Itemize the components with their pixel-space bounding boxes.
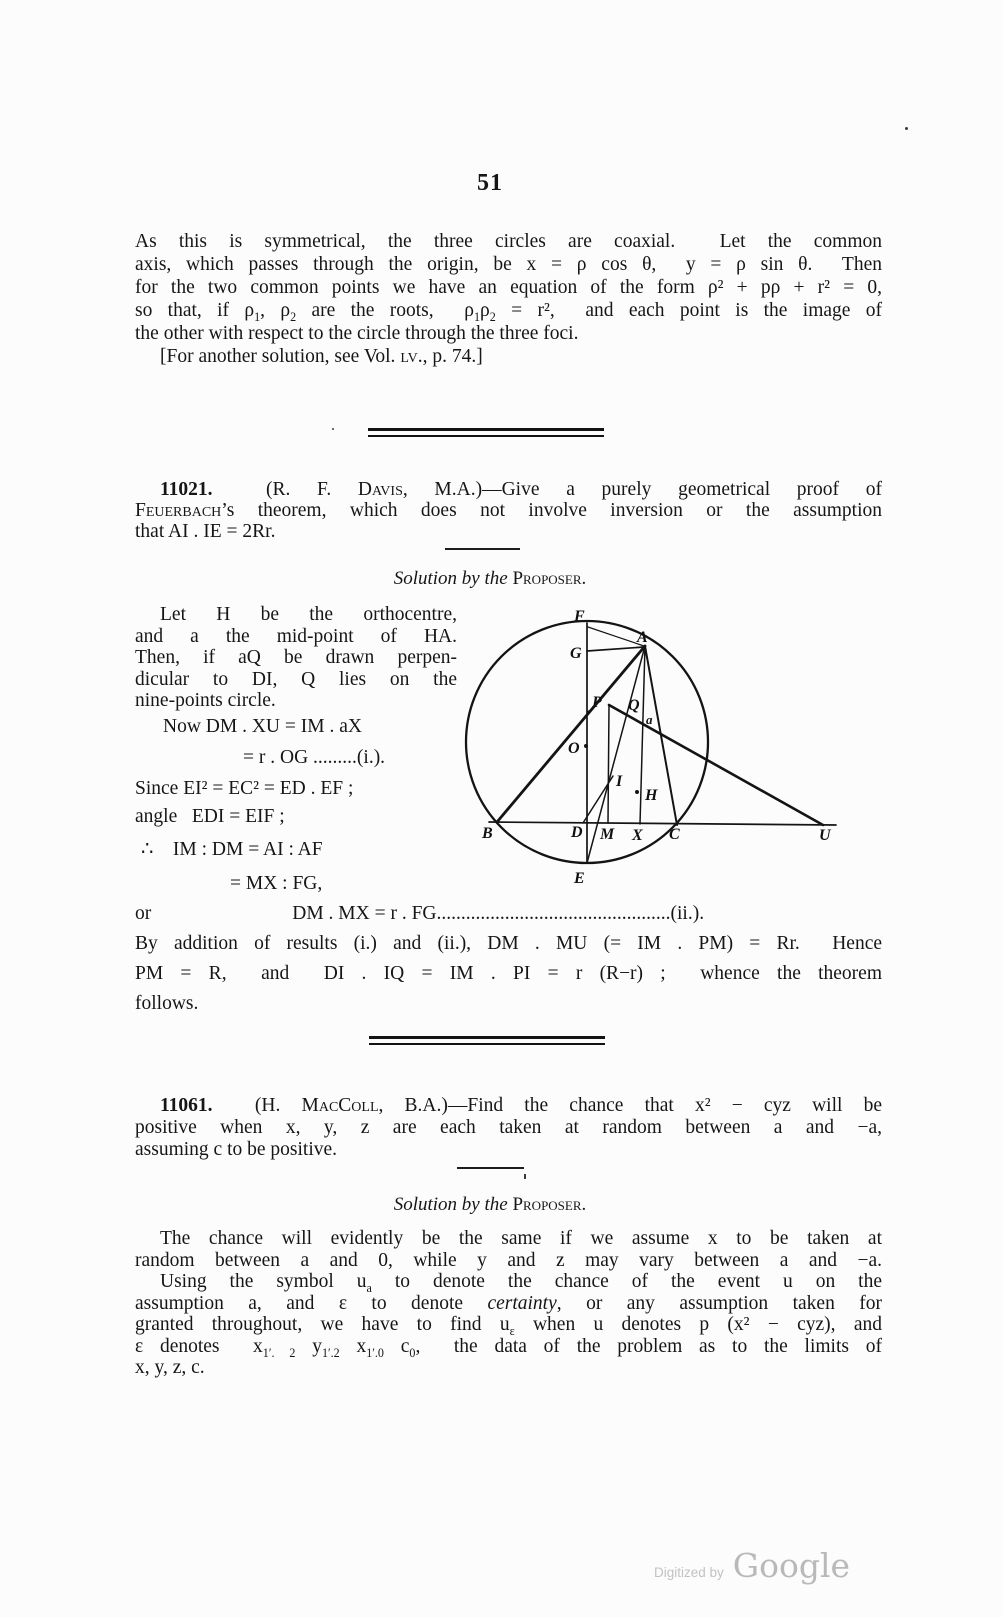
text-segment: 1′. 2 xyxy=(262,1345,296,1360)
text-segment: = r . OG .........(i.). xyxy=(243,747,386,768)
text-line xyxy=(135,276,882,299)
text-segment: that AI . IE = 2Rr. xyxy=(135,521,276,542)
text-segment: As this is symmetrical, the three circles are coaxial. Let the common xyxy=(135,231,882,252)
text-segment: Let H be the orthocentre, xyxy=(160,604,457,625)
short-rule xyxy=(445,548,520,550)
text-segment: for the two common points we have an equation of the form ρ² + pρ + r² = 0, xyxy=(135,277,882,298)
text-segment: 1′.2 xyxy=(321,1345,340,1360)
solution-11021-heading xyxy=(135,568,845,590)
text-segment: c xyxy=(383,1335,410,1357)
text-line xyxy=(135,604,457,626)
text-line xyxy=(135,1336,882,1358)
text-line xyxy=(135,669,457,691)
text-segment: Since EI² = EC² = ED . EF ; xyxy=(135,777,354,799)
separator-line xyxy=(368,428,604,431)
figure-segment-g-a xyxy=(587,647,644,651)
text-line xyxy=(135,230,882,253)
figure-point-label-U: U xyxy=(819,827,831,844)
text-segment: Using the symbol u xyxy=(160,1271,367,1292)
text-line xyxy=(135,253,882,276)
text-segment: (H. xyxy=(212,1095,302,1116)
text-line xyxy=(135,521,882,542)
text-segment: = MX : FG, xyxy=(230,873,323,894)
text-segment: DM . MX = r . FG................................................(ii.). xyxy=(292,903,705,924)
text-segment: x, y, z, c. xyxy=(135,1357,205,1378)
text-segment: MacColl xyxy=(301,1095,379,1116)
text-line xyxy=(135,647,457,669)
google-logo: Google xyxy=(732,1546,851,1585)
text-segment: dicular to DI, Q lies on the xyxy=(135,668,457,690)
scan-artifact-dot xyxy=(905,127,908,130)
text-segment: when u denotes p (x² − cyz), and xyxy=(514,1314,882,1335)
text-segment: so that, if ρ xyxy=(135,300,255,321)
figure-point-label-D: D xyxy=(571,824,583,841)
text-line xyxy=(135,1314,882,1336)
text-segment: are the roots, ρ xyxy=(296,300,474,321)
text-segment: 2 xyxy=(489,309,496,324)
intro-paragraph xyxy=(135,230,882,368)
text-segment: 1 xyxy=(254,309,261,324)
text-line xyxy=(135,479,882,500)
separator-line xyxy=(369,1036,605,1039)
solution-heading-italic: Solution by the xyxy=(393,568,513,589)
text-line xyxy=(135,929,882,959)
text-segment: to denote the chance of the event u on the xyxy=(371,1271,882,1292)
text-line xyxy=(135,899,882,929)
short-rule xyxy=(457,1167,524,1169)
text-segment: certainty xyxy=(487,1292,557,1314)
text-line xyxy=(135,1293,882,1315)
text-line xyxy=(135,322,882,345)
figure-dot xyxy=(635,790,639,794)
text-segment: Feuerbach xyxy=(135,500,222,521)
text-line xyxy=(135,1228,882,1250)
figure-point-label-O: O xyxy=(568,740,580,757)
figure-point-label-P: P xyxy=(592,694,602,711)
text-line xyxy=(135,299,882,322)
text-segment: , B.A.)—Find the chance that x² − cyz will be xyxy=(378,1095,882,1116)
text-segment: random between a and 0, while y and z may vary between a and −a. xyxy=(135,1249,882,1271)
text-line xyxy=(135,626,457,648)
solution-heading-italic: Solution by the xyxy=(393,1194,513,1215)
figure-dot xyxy=(584,744,588,748)
text-line xyxy=(135,500,882,521)
figure-point-label-X: X xyxy=(632,827,643,844)
figure-point-label-a: a xyxy=(646,712,653,727)
figure-point-label-I: I xyxy=(616,773,623,790)
figure-point-label-B: B xyxy=(482,825,493,842)
text-segment: [For another solution, see Vol. xyxy=(160,346,401,367)
separator-line xyxy=(368,435,604,437)
text-line xyxy=(135,959,882,989)
figure-dot xyxy=(587,710,590,713)
text-segment: positive when x, y, z are each taken at random between a and −a, xyxy=(135,1117,882,1138)
text-segment: assumption a, and ε to denote xyxy=(135,1292,488,1314)
text-segment: ., p. 74.] xyxy=(417,346,483,367)
text-line xyxy=(135,1250,882,1272)
text-line xyxy=(135,839,457,861)
figure-point-label-H: H xyxy=(645,787,658,804)
text-segment: ∴ IM : DM = AI : AF xyxy=(141,838,323,860)
digitized-watermark xyxy=(654,1546,850,1585)
text-line xyxy=(135,1117,882,1139)
text-segment: y xyxy=(295,1335,322,1357)
scan-artifact-dot xyxy=(524,1174,526,1179)
text-segment: 1 xyxy=(474,309,481,324)
separator-double-rule xyxy=(369,1036,605,1045)
separator-line xyxy=(369,1043,605,1045)
figure-point-label-G: G xyxy=(570,645,582,662)
text-line xyxy=(135,690,457,712)
figure-segment-b-a xyxy=(497,646,645,822)
figure-11021 xyxy=(440,598,860,905)
text-segment: 1′.0 xyxy=(366,1345,384,1360)
text-segment: follows. xyxy=(135,993,199,1014)
text-segment: ε xyxy=(509,1323,515,1338)
text-segment: (R. F. xyxy=(212,479,358,500)
text-line xyxy=(135,747,457,769)
text-line xyxy=(135,806,457,828)
figure-point-label-M: M xyxy=(600,826,615,843)
text-line xyxy=(135,1357,882,1379)
text-segment: axis, which passes through the origin, be x = ρ cos θ, y = ρ sin θ. Then xyxy=(135,254,882,275)
text-segment: The chance will evidently be the same if we assume x to be taken at xyxy=(160,1228,882,1249)
scan-artifact-dot xyxy=(332,428,334,430)
text-segment: the other with respect to the circle through the three foci. xyxy=(135,323,579,344)
figure-point-label-F: F xyxy=(574,608,585,625)
text-line xyxy=(135,989,882,1019)
text-segment: , the data of the problem as to the limits of xyxy=(415,1335,882,1357)
text-segment: assuming c to be positive. xyxy=(135,1139,338,1160)
figure-segment-f-a xyxy=(588,627,644,646)
figure-point-label-A: A xyxy=(637,629,648,646)
separator-double-rule xyxy=(368,428,604,437)
solution-11061-heading xyxy=(135,1194,845,1216)
text-segment: , or any assumption taken for xyxy=(556,1292,882,1314)
text-segment: PM = R, and DI . IQ = IM . PI = r (R−r) ; whence the theorem xyxy=(135,963,882,984)
text-segment: Now DM . XU = IM . aX xyxy=(163,715,362,737)
text-segment: By addition of results (i.) and (ii.), DM . MU (= IM . PM) = Rr. Hence xyxy=(135,933,882,954)
solution-11021-column xyxy=(135,604,457,860)
text-segment: 2 xyxy=(290,309,297,324)
text-segment: angle EDI = EIF ; xyxy=(135,806,285,827)
figure-segment-m-p xyxy=(608,705,609,823)
solution-heading-proposer: Proposer. xyxy=(512,568,587,589)
figure-point-label-C: C xyxy=(669,826,680,843)
watermark-prefix: Digitized by xyxy=(654,1565,724,1580)
text-segment: Davis xyxy=(357,479,403,500)
text-segment: or xyxy=(135,903,152,924)
text-line xyxy=(135,1095,882,1117)
text-segment: 0 xyxy=(409,1345,416,1360)
text-line xyxy=(135,345,882,368)
figure-point-label-E: E xyxy=(574,870,585,887)
problem-11021-paragraph xyxy=(135,479,882,542)
solution-heading-proposer: Proposer. xyxy=(512,1194,587,1215)
text-line xyxy=(135,869,882,899)
text-segment: ε denotes x xyxy=(135,1335,263,1357)
text-segment: granted throughout, we have to find u xyxy=(135,1314,510,1335)
text-line xyxy=(135,778,457,800)
problem-11061-paragraph xyxy=(135,1095,882,1161)
text-segment: x xyxy=(339,1335,367,1357)
text-segment: ρ xyxy=(480,300,490,321)
solution-11021-below xyxy=(135,869,882,1019)
text-segment: lv xyxy=(400,346,418,367)
text-segment: Then, if aQ be drawn perpen- xyxy=(135,647,457,668)
text-line xyxy=(135,1139,882,1161)
page-number: 51 xyxy=(477,170,503,196)
figure-point-label-Q: Q xyxy=(628,697,640,714)
text-segment: , ρ xyxy=(260,300,291,321)
text-segment: , M.A.)—Give a purely geometrical proof of xyxy=(402,479,882,500)
solution-11061-paragraph xyxy=(135,1228,882,1379)
figure-segment-bc-u xyxy=(489,822,836,825)
text-segment: and a the mid-point of HA. xyxy=(135,625,457,647)
text-segment: 11021. xyxy=(160,479,213,500)
text-line xyxy=(135,716,457,738)
text-line xyxy=(135,1271,882,1293)
text-segment: 11061. xyxy=(160,1095,213,1116)
text-segment: a xyxy=(366,1280,372,1295)
text-segment: nine-points circle. xyxy=(135,690,276,711)
text-segment: = r², and each point is the image of xyxy=(495,300,882,321)
text-segment: ’s theorem, which does not involve inversion or the assumption xyxy=(221,500,882,521)
